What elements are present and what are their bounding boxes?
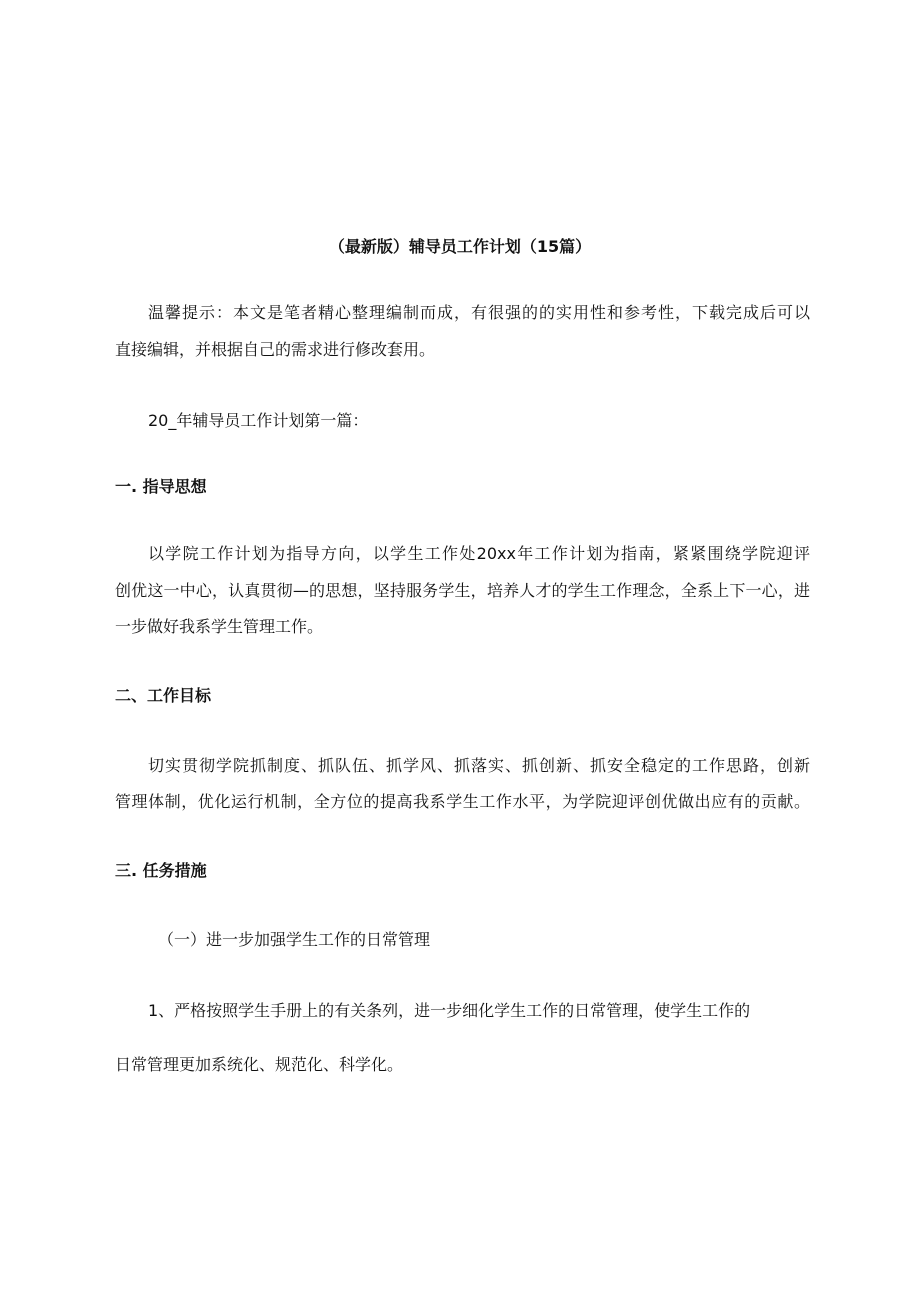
section3-heading: 三. 任务措施	[115, 861, 207, 880]
tip-line-2: 直接编辑，并根据自己的需求进行修改套用。	[115, 340, 436, 359]
section1-heading: 一. 指导思想	[115, 477, 207, 496]
document-title: （最新版）辅导员工作计划（15篇）	[328, 237, 592, 256]
section2-para-line-1: 切实贯彻学院抓制度、抓队伍、抓学风、抓落实、抓创新、抓安全稳定的工作思路，创新	[148, 756, 810, 775]
section2-para-line-2: 管理体制，优化运行机制，全方位的提高我系学生工作水平，为学院迎评创优做出应有的贡献。	[115, 792, 810, 811]
article-heading: 20_年辅导员工作计划第一篇：	[148, 411, 369, 430]
section1-para-line-3: 一步做好我系学生管理工作。	[115, 617, 324, 636]
section1-para-line-1: 以学院工作计划为指导方向，以学生工作处20xx年工作计划为指南，紧紧围绕学院迎评	[148, 544, 810, 563]
tip-line-1: 温馨提示：本文是笔者精心整理编制而成，有很强的的实用性和参考性，下载完成后可以	[148, 303, 810, 322]
section1-para-line-2: 创优这一中心，认真贯彻—的思想，坚持服务学生，培养人才的学生工作理念，全系上下一心，进	[115, 581, 810, 600]
section3-item1-line-2: 日常管理更加系统化、规范化、科学化。	[115, 1055, 404, 1074]
section3-sub1: （一）进一步加强学生工作的日常管理	[158, 930, 431, 949]
section3-item1-line-1: 1、严格按照学生手册上的有关条列，进一步细化学生工作的日常管理，使学生工作的	[148, 1001, 751, 1020]
section2-heading: 二、工作目标	[115, 686, 212, 705]
